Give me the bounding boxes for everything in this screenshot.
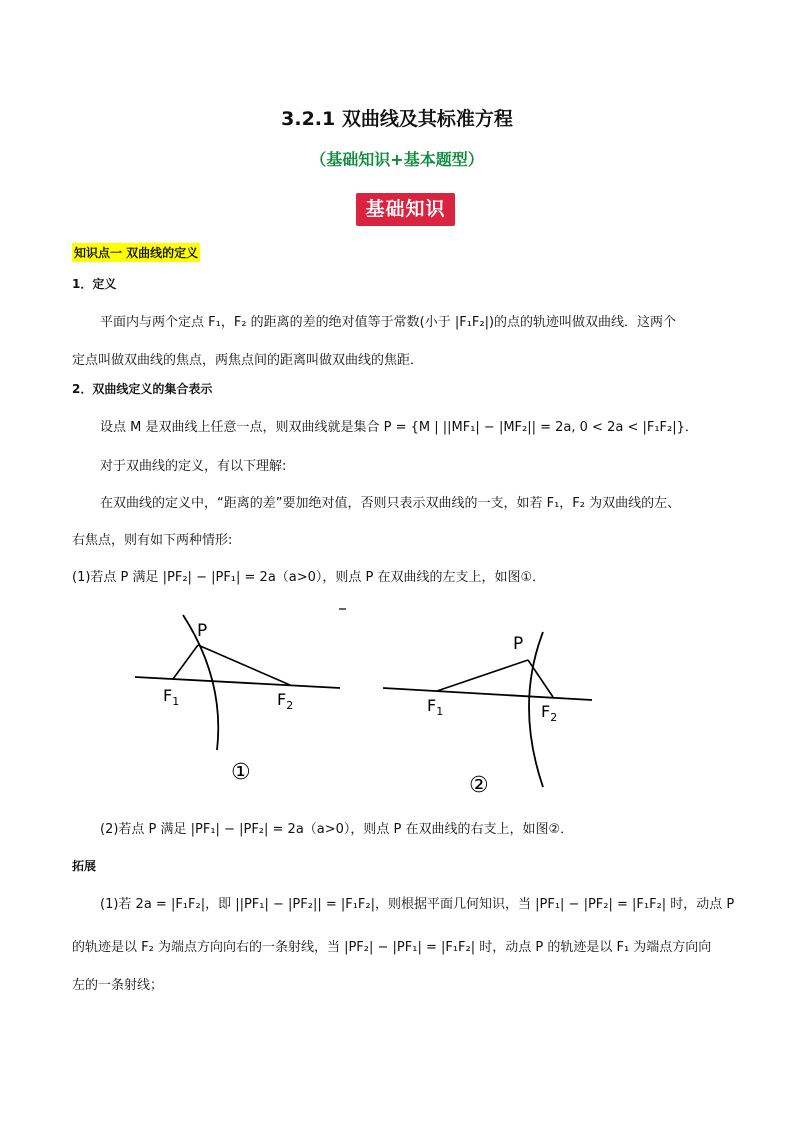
extension-line1: (1)若 2a = |F₁F₂|，即 ||PF₁| − |PF₂|| = |F₁F₂|，则根据平面几何知识，当 |PF₁| − |PF₂| = |F₁F₂| 时，动点 P	[100, 897, 735, 912]
figure-two-number: ②	[469, 773, 489, 798]
page-subtitle: （基础知识+基本题型）	[310, 150, 484, 169]
figure-one-label-p: P	[197, 621, 208, 641]
figure-two-label-p: P	[513, 634, 524, 654]
page-title: 3.2.1 双曲线及其标准方程	[281, 108, 513, 130]
set-paragraph: 设点 M 是双曲线上任意一点，则双曲线就是集合 P = {M | ||MF₁| − |MF₂|| = 2a, 0 < 2a < |F₁F₂|}．	[100, 420, 698, 435]
figure-two-label-f2: $F_2$	[541, 702, 558, 724]
figure-two-segment-pf1	[437, 660, 528, 691]
extension-heading: 拓展	[72, 859, 97, 873]
figure-one-segment-pf1	[173, 645, 198, 679]
figure-two-label-f1: $F_1$	[427, 696, 444, 718]
understanding-line2: 右焦点，则有如下两种情形:	[72, 533, 233, 548]
section-heading-definition: 1．定义	[72, 277, 117, 291]
case-one-text: (1)若点 P 满足 |PF₂| − |PF₁| = 2a（a>0），则点 P 在双曲线的左支上，如图①．	[72, 570, 546, 585]
definition-paragraph-line2: 定点叫做双曲线的焦点，两焦点间的距离叫做双曲线的焦距．	[72, 353, 424, 368]
extension-line3: 左的一条射线；	[72, 978, 164, 993]
figure-one-label-f1: $F_1$	[163, 686, 180, 708]
section-heading-set: 2．双曲线定义的集合表示	[72, 382, 213, 396]
section-badge: 基础知识	[356, 193, 455, 226]
understanding-line1: 在双曲线的定义中，“距离的差”要加绝对值，否则只表示双曲线的一支，如若 F₁，F₂ 为双曲线的左、	[100, 496, 681, 511]
case-two-text: (2)若点 P 满足 |PF₁| − |PF₂| = 2a（a>0），则点 P 在双曲线的右支上，如图②．	[100, 822, 574, 837]
figure-two-axis-line	[383, 688, 592, 700]
understanding-intro: 对于双曲线的定义，有以下理解:	[100, 459, 287, 474]
figure-one	[135, 615, 340, 785]
definition-paragraph-line1: 平面内与两个定点 F₁，F₂ 的距离的差的绝对值等于常数(小于 |F₁F₂|)的点的轨迹叫做双曲线．这两个	[100, 315, 677, 330]
figure-one-label-f2: $F_2$	[277, 690, 294, 712]
hyperbola-diagram	[125, 605, 605, 805]
knowledge-point-heading: 知识点一 双曲线的定义	[72, 243, 200, 262]
figure-two	[383, 632, 592, 798]
figure-one-number: ①	[231, 760, 251, 785]
extension-line2: 的轨迹是以 F₂ 为端点方向向右的一条射线，当 |PF₂| − |PF₁| = |F₁F₂| 时，动点 P 的轨迹是以 F₁ 为端点方向向	[72, 940, 712, 955]
